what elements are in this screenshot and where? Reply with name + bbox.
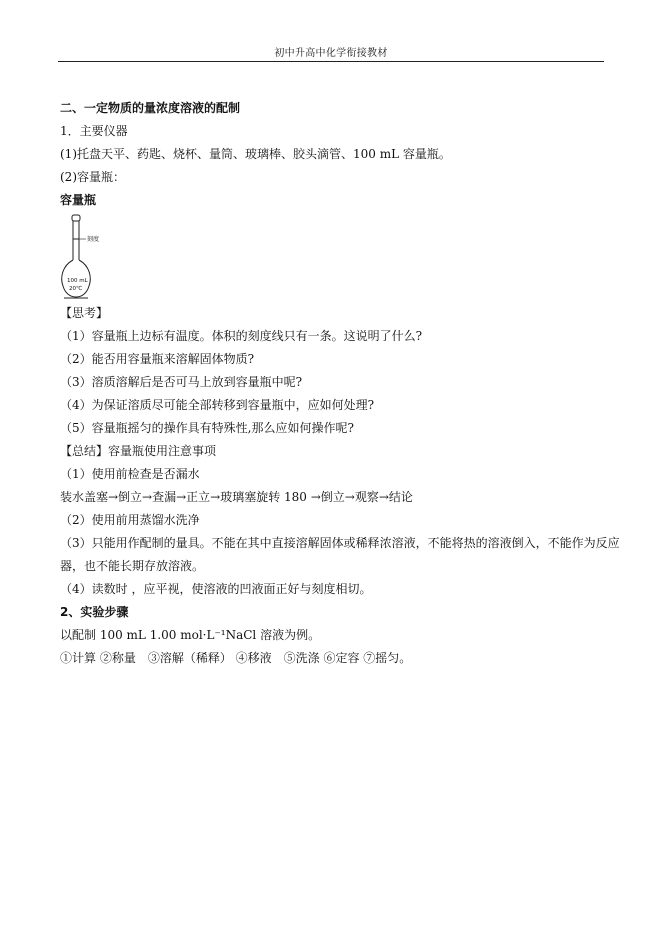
- header-divider: [58, 61, 604, 62]
- volumetric-flask-illustration: [58, 214, 108, 300]
- summary-line: 装水盖塞→倒立→查漏→正立→玻璃塞旋转 180 →倒立→观察→结论: [60, 490, 413, 504]
- item1-title: 1．主要仪器: [60, 124, 128, 138]
- summary-line: （4）读数时 ，应平视，使溶液的凹液面正好与刻度相切。: [60, 582, 372, 596]
- page-header: 初中升高中化学衔接教材: [274, 48, 388, 59]
- summary-line: （3）只能用作配制的量具。不能在其中直接溶解固体或稀释浓溶液，不能将热的溶液倒入，不能作为反应: [60, 536, 620, 550]
- steps-title: 2、实验步骤: [60, 605, 129, 619]
- flask-volume-label: 100 mL: [67, 278, 88, 284]
- think-item: （5）容量瓶摇匀的操作具有特殊性,那么应如何操作呢?: [60, 421, 354, 435]
- think-item: （2）能否用容量瓶来溶解固体物质?: [60, 352, 255, 366]
- flask-temperature-label: 20℃: [69, 286, 83, 292]
- think-item: （3）溶质溶解后是否可马上放到容量瓶中呢?: [60, 375, 303, 389]
- flask-mark-label: 刻度: [87, 236, 100, 243]
- think-item: （1）容量瓶上边标有温度。体积的刻度线只有一条。这说明了什么?: [60, 329, 423, 343]
- steps-list: ①计算 ②称量 ③溶解（稀释） ④移液 ⑤洗涤 ⑥定容 ⑦摇匀。: [60, 651, 412, 665]
- think-item: （4）为保证溶质尽可能全部转移到容量瓶中，应如何处理?: [60, 398, 375, 412]
- flask-heading: 容量瓶: [60, 193, 97, 207]
- section-title: 二、一定物质的量浓度溶液的配制: [60, 101, 241, 115]
- summary-line: （1）使用前检查是否漏水: [60, 467, 200, 481]
- item1-line: (1)托盘天平、药匙、烧杯、量筒、玻璃棒、胶头滴管、100 mL 容量瓶。: [60, 147, 451, 161]
- steps-intro: 以配制 100 mL 1.00 mol·L⁻¹NaCl 溶液为例。: [60, 628, 321, 642]
- think-title: 【思考】: [60, 306, 109, 320]
- summary-line: （2）使用前用蒸馏水洗净: [60, 513, 200, 527]
- item2-line: (2)容量瓶：: [60, 170, 125, 184]
- summary-line: 器，也不能长期存放溶液。: [60, 559, 205, 573]
- summary-title: 【总结】容量瓶使用注意事项: [60, 444, 217, 458]
